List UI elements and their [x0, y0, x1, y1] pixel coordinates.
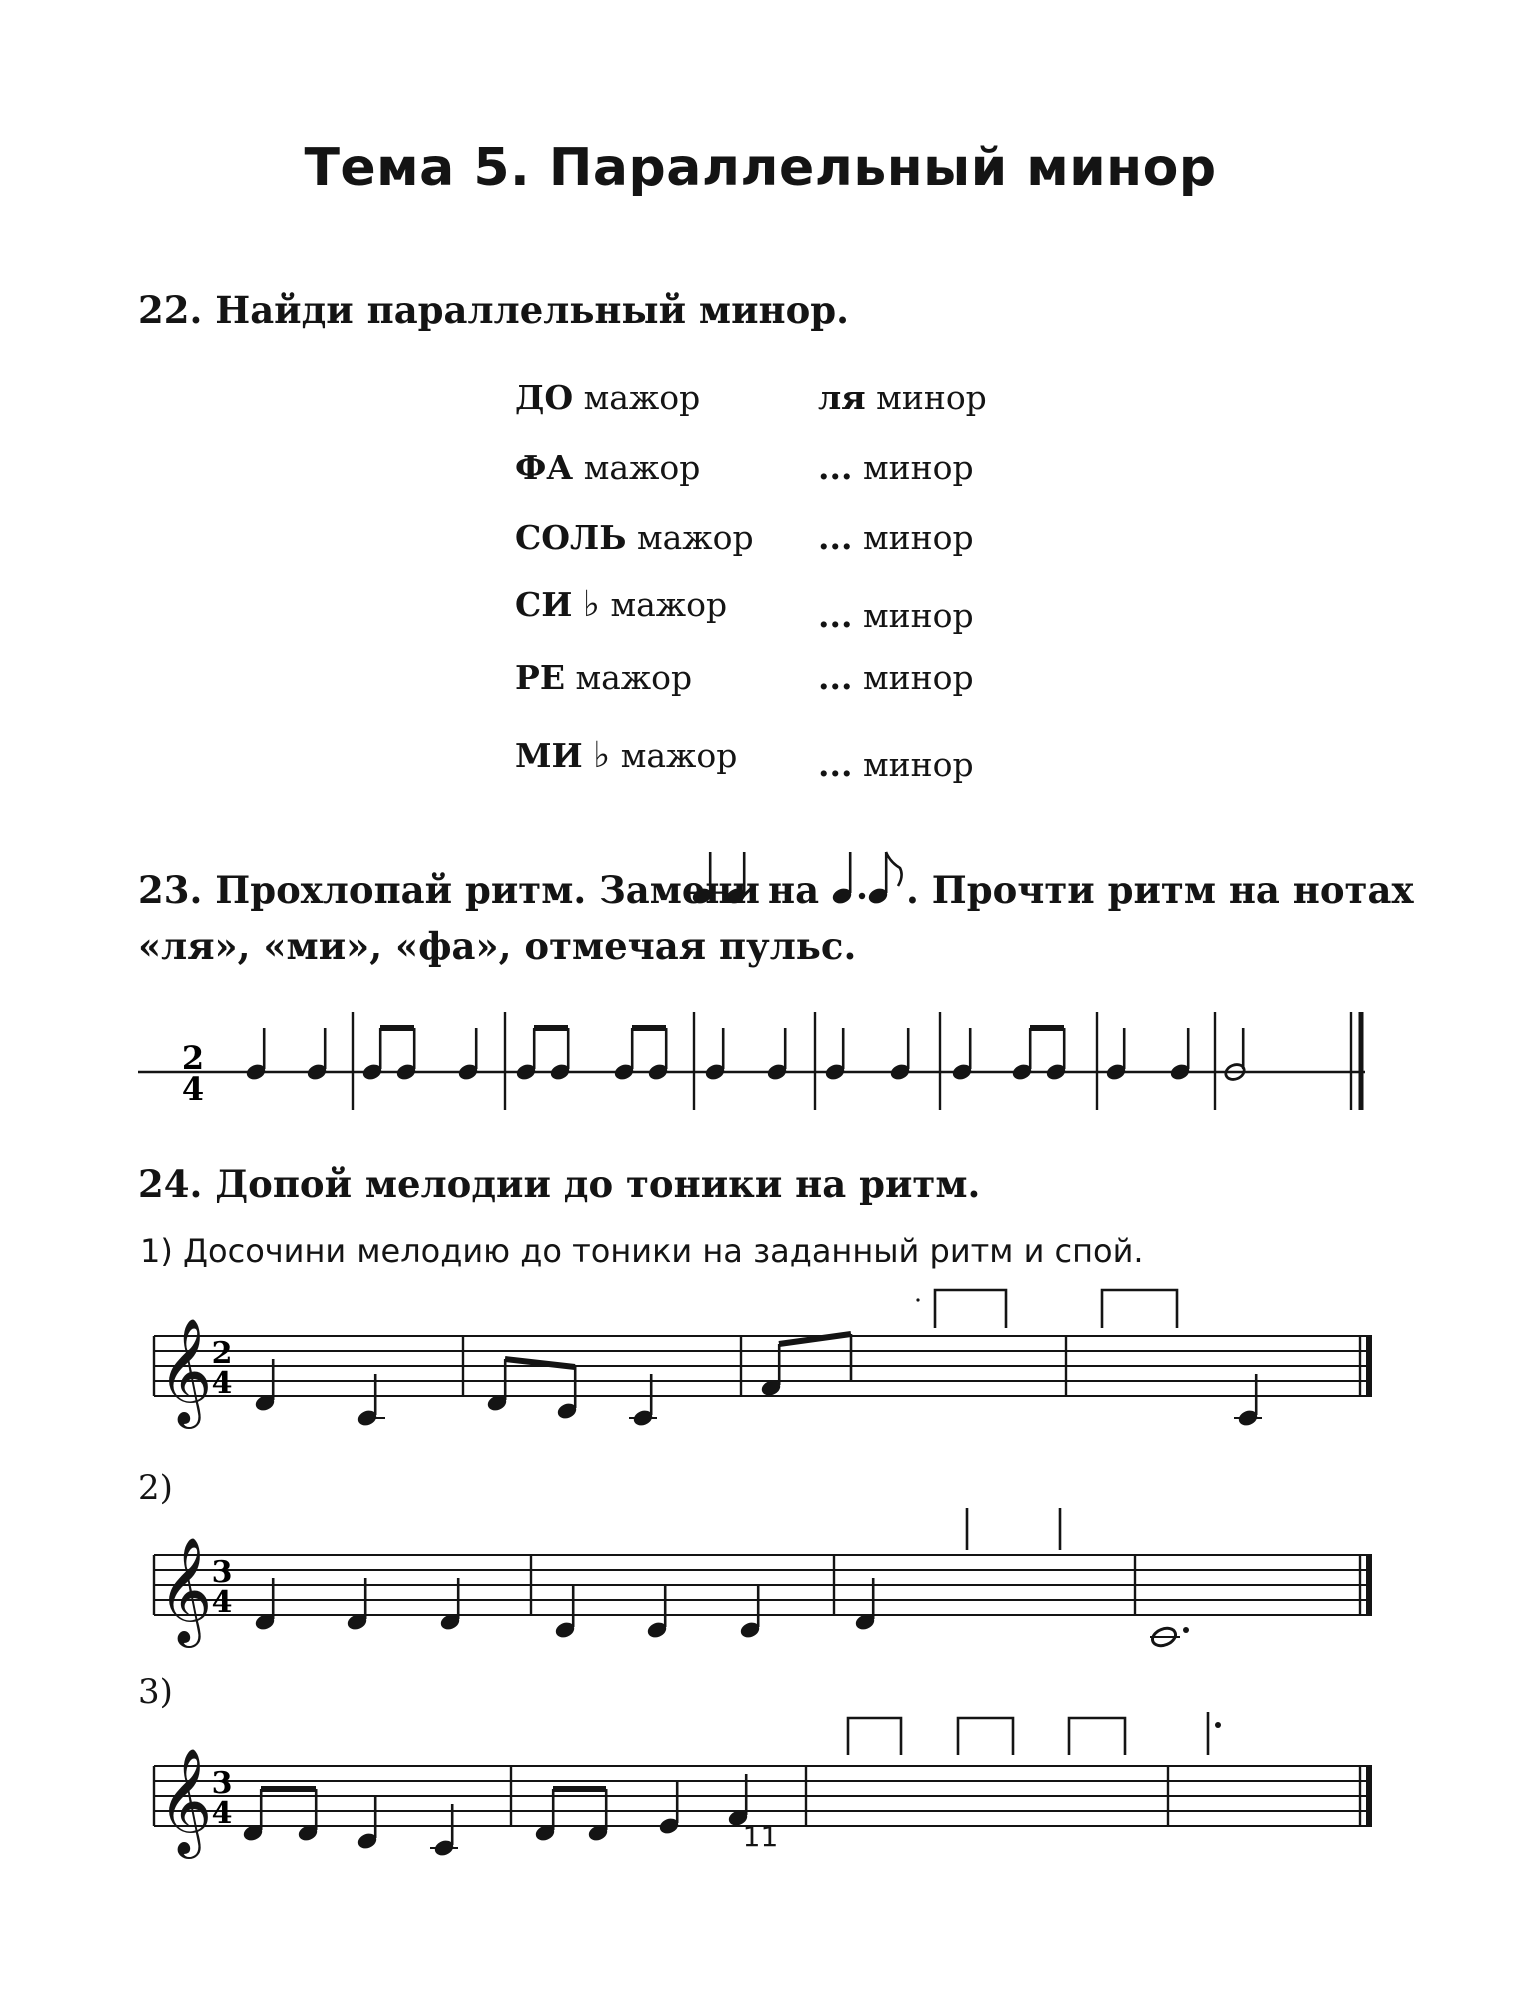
minor-key-1: ля минор: [818, 378, 987, 417]
minor-key-2: ... минор: [818, 448, 974, 487]
treble-clef-icon: 𝄞: [158, 1317, 213, 1424]
svg-text:4: 4: [211, 1796, 233, 1831]
page-number: 11: [742, 1820, 779, 1853]
minor-key-5: ... минор: [818, 658, 974, 697]
melody-staff-1: [154, 1290, 1372, 1429]
task23-heading-part3: . Прочти ритм на нотах: [906, 868, 1414, 912]
item2-label: 2): [138, 1468, 173, 1508]
rhythm-line: [138, 1012, 1365, 1110]
major-key-4: СИ ♭ мажор: [515, 584, 728, 625]
task23-heading-part1: 23. Прохлопай ритм. Замени: [138, 868, 760, 912]
melody-staff-2: [154, 1508, 1372, 1649]
task23-heading-part2: на: [768, 868, 820, 912]
flat-sign: ♭: [593, 735, 611, 776]
minor-key-6: ... минор: [818, 745, 974, 784]
dotted-rhythm-icon: [831, 852, 902, 906]
item3-label: 3): [138, 1672, 173, 1712]
svg-text:3: 3: [211, 1766, 233, 1801]
dotted-half-note: [1150, 1625, 1189, 1649]
two-quarter-notes-icon: [691, 852, 748, 906]
major-key-1: ДО мажор: [515, 378, 701, 417]
page-title: Тема 5. Параллельный минор: [304, 138, 1217, 198]
minor-key-4: ... минор: [818, 596, 974, 635]
time-signature-bottom: 4: [181, 1070, 205, 1108]
melody-staff-3: [154, 1712, 1372, 1859]
major-key-6: МИ ♭ мажор: [515, 735, 738, 776]
task22-heading: 22. Найди параллельный минор.: [138, 288, 850, 332]
minor-key-3: ... минор: [818, 518, 974, 557]
task24-heading: 24. Допой мелодии до тоники на ритм.: [138, 1162, 981, 1206]
treble-clef-icon: 𝄞: [158, 1747, 213, 1854]
svg-text:4: 4: [211, 1366, 233, 1401]
treble-clef-icon: 𝄞: [158, 1536, 213, 1643]
svg-text:4: 4: [211, 1585, 233, 1620]
major-key-2: ФА мажор: [515, 448, 701, 487]
item1-label: 1) Досочини мелодию до тоники на заданный ритм и спой.: [140, 1232, 1144, 1270]
major-key-3: СОЛЬ мажор: [515, 518, 754, 557]
major-key-5: РЕ мажор: [515, 658, 693, 697]
svg-text:3: 3: [211, 1555, 233, 1590]
svg-text:2: 2: [211, 1336, 233, 1371]
task23-heading-line2: «ля», «ми», «фа», отмечая пульс.: [138, 924, 857, 968]
time-signature-top: 2: [181, 1039, 205, 1077]
flat-sign: ♭: [582, 584, 600, 625]
